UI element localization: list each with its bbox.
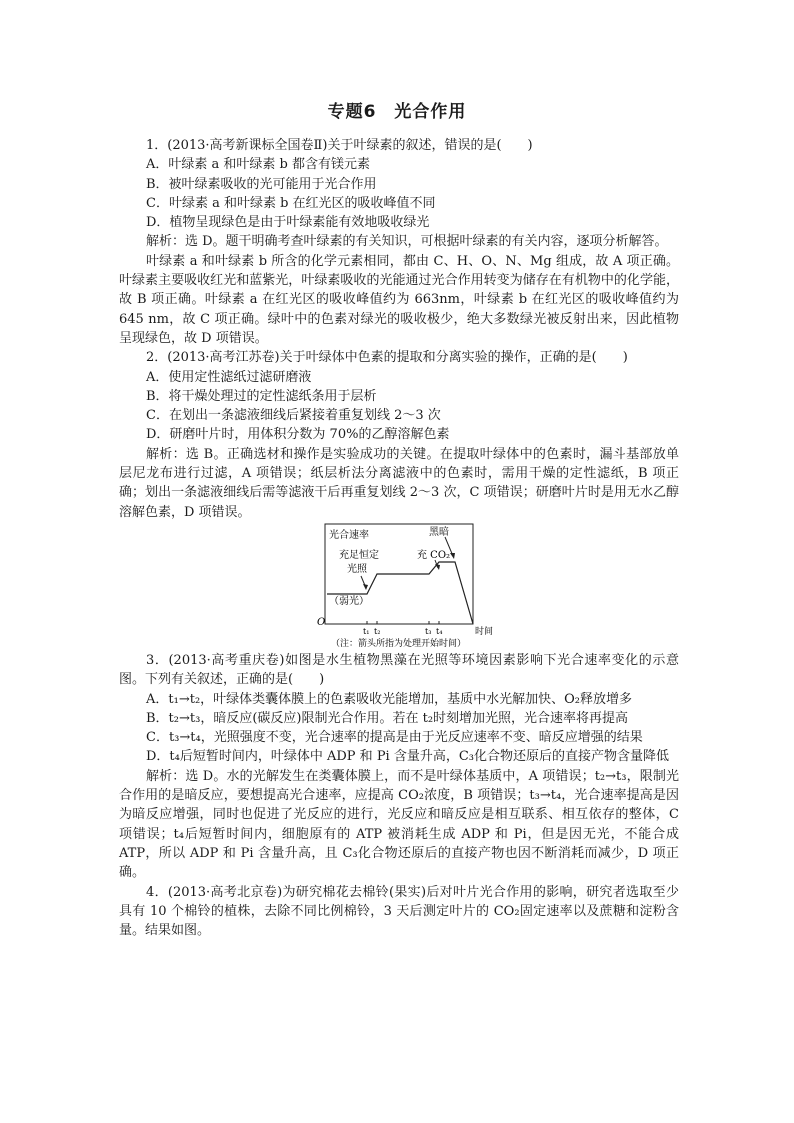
q2-option-c: C．在划出一条滤液细线后紧接着重复划线 2～3 次: [146, 408, 441, 424]
q1-analysis-1: 解析：选 D。题干明确考查叶绿素的有关知识，可根据叶绿素的有关内容，逐项分析解答。: [146, 234, 668, 250]
tick-label-t3: t₃: [425, 627, 432, 636]
q1-option-c: C．叶绿素 a 和叶绿素 b 在红光区的吸收峰值不同: [146, 195, 436, 211]
q3-option-d: D．t₄后短暂时间内，叶绿体中 ADP 和 Pi 含量升高，C₃化合物还原后的直接产物含量降低: [146, 749, 670, 765]
diagram-note: （注：箭头所指为处理开始时间）: [331, 639, 467, 649]
q2-stem: 2．(2013·高考江苏卷)关于叶绿体中色素的提取和分离实验的操作，正确的是( ): [146, 350, 628, 366]
q3-option-a: A．t₁→t₂，叶绿体类囊体膜上的色素吸收光能增加，基质中水光解加快、O₂释放增多: [146, 691, 633, 707]
co2-label: 充 CO₂: [417, 550, 451, 561]
light-label-line2: 光照: [347, 564, 367, 575]
text-column-bottom: [119, 651, 679, 940]
origin-label: O: [317, 617, 326, 628]
q1-option-d: D．植物呈现绿色是由于叶绿素能有效地吸收绿光: [146, 215, 430, 231]
dark-arrow-head: [450, 553, 455, 559]
tick-label-t1: t₁: [363, 627, 370, 636]
q2-option-a: A．使用定性滤纸过滤研磨液: [146, 369, 312, 385]
q1-option-a: A．叶绿素 a 和叶绿素 b 都含有镁元素: [146, 157, 370, 173]
dark-label: 黑暗: [429, 527, 449, 538]
weak-light-label: （弱光）: [329, 596, 369, 607]
page-title: 专题6 光合作用: [327, 102, 467, 122]
q1-option-b: B．被叶绿素吸收的光可能用于光合作用: [146, 176, 377, 192]
q2-analysis: 解析：选 B。正确选材和操作是实验成功的关键。在提取叶绿体中的色素时，漏斗基部放单层尼龙布进行过滤，A 项错误；纸层析法分离滤液中的色素时，需用干燥的定性滤纸，B 项正确；划出一条滤液细线后需等滤液干后再重复划线 2～3 次，C 项错误；研磨叶片时是用无水乙醇溶解色素，D 项错误。: [119, 446, 679, 520]
q3-stem: 3．(2013·高考重庆卷)如图是水生植物黑藻在光照等环境因素影响下光合速率变化的示意图。下列有关叙述，正确的是( ): [119, 653, 679, 688]
q2-option-b: B．将干燥处理过的定性滤纸条用于层析: [146, 388, 377, 404]
q2-option-d: D．研磨叶片时，用体积分数为 70%的乙醇溶解色素: [146, 427, 450, 443]
q3-option-c: C．t₃→t₄，光照强度不变，光合速率的提高是由于光反应速率不变、暗反应增强的结果: [146, 730, 643, 746]
q3-analysis: 解析：选 D。水的光解发生在类囊体膜上，而不是叶绿体基质中，A 项错误；t₂→t₃，限制光合作用的是暗反应，要想提高光合速率，应提高 CO₂浓度，B 项错误；t₃→t₄，光合速率提高是因为暗反应增强，同时也促进了光反应的进行，光反应和暗反应是相互联系、相互依存的整体，C 项错误；t₄后短暂时间内，细胞原有的 ATP 被消耗生成 ADP 和 Pi，但是因无光，不能合成 ATP，所以 ADP 和 Pi 含量升高，且 C₃化合物还原后的直接产物也因不断消耗而减少，D 项正确。: [119, 768, 679, 881]
q1-analysis-2: 叶绿素 a 和叶绿素 b 所含的化学元素相同，都由 C、H、O、N、Mg 组成，故 A 项正确。叶绿素主要吸收红光和蓝紫光，叶绿素吸收的光能通过光合作用转变为储存在有机物中的化学能，故 B 项正确。叶绿素 a 在红光区的吸收峰值约为 663nm，叶绿素 b 在红光区的吸收峰值约为 645 nm，故 C 项正确。绿叶中的色素对绿光的吸收极少，绝大多数绿光被反射出来，因此植物呈现绿色，故 D 项错误。: [119, 253, 680, 346]
light-arrow-head: [363, 584, 368, 590]
tick-label-t2: t₂: [374, 627, 381, 636]
light-label-line1: 充足恒定: [339, 550, 379, 561]
co2-arrow-head: [435, 564, 440, 570]
photosynthesis-rate-diagram: [317, 522, 507, 650]
q4-stem: 4．(2013·高考北京卷)为研究棉花去棉铃(果实)后对叶片光合作用的影响，研究者选取至少具有 10 个棉铃的植株，去除不同比例棉铃，3 天后测定叶片的 CO₂固定速率以及蔗糖和淀粉含量。结果如图。: [119, 884, 679, 939]
x-axis-label: 时间: [475, 627, 494, 637]
q3-option-b: B．t₂→t₃，暗反应(碳反应)限制光合作用。若在 t₂时刻增加光照，光合速率将再提高: [146, 710, 629, 726]
y-axis-label: 光合速率: [329, 530, 369, 541]
tick-label-t4: t₄: [436, 627, 443, 636]
text-column-top: [119, 136, 679, 522]
q1-stem: 1．(2013·高考新课标全国卷Ⅱ)关于叶绿素的叙述，错误的是( ): [146, 138, 533, 153]
